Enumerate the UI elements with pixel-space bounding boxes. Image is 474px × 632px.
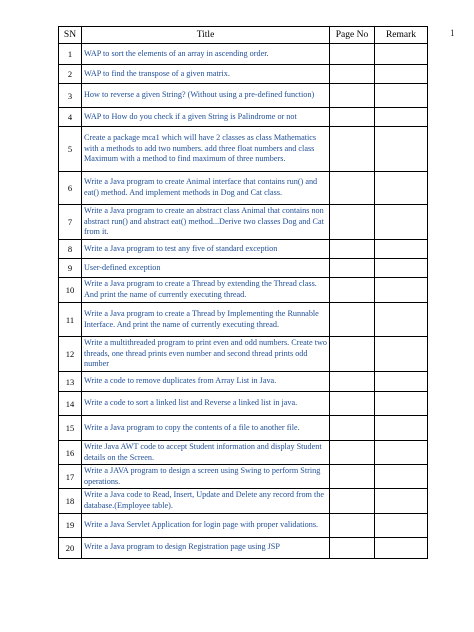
- row-sn: 6: [59, 172, 82, 205]
- row-remark: [375, 416, 428, 441]
- row-remark: [375, 465, 428, 489]
- table-row: [59, 513, 428, 537]
- row-title: Write a Java program to test any five of standard exception: [82, 240, 330, 259]
- row-title: Create a package mca1 which will have 2 classes as class Mathematics with a methods to add two numbers. add three float numbers and class Maximum with a method to find maximum of three numbers.: [82, 127, 330, 172]
- header-title: Title: [82, 27, 330, 44]
- row-title: Write a Java program to copy the contents of a file to another file.: [82, 416, 330, 441]
- row-title: Write a code to remove duplicates from Array List in Java.: [82, 372, 330, 392]
- table-row: [59, 172, 428, 205]
- page-number: 1: [450, 28, 455, 38]
- row-sn: 5: [59, 127, 82, 172]
- row-title: WAP to find the transpose of a given matrix.: [82, 65, 330, 84]
- row-title: Write a JAVA program to design a screen using Swing to perform String operations.: [82, 465, 330, 489]
- row-page-no: [330, 465, 375, 489]
- row-sn: 16: [59, 441, 82, 465]
- row-page-no: [330, 392, 375, 416]
- row-title: Write a Java Servlet Application for login page with proper validations.: [82, 513, 330, 537]
- row-remark: [375, 172, 428, 205]
- table-row: [59, 392, 428, 416]
- row-title: Write Java AWT code to accept Student information and display Student details on the Screen.: [82, 441, 330, 465]
- row-page-no: [330, 205, 375, 240]
- table-row: [59, 65, 428, 84]
- table-row: [59, 84, 428, 108]
- row-sn: 11: [59, 303, 82, 337]
- row-title: Write a Java program to create a Thread by extending the Thread class. And print the name of currently executing thread.: [82, 278, 330, 303]
- table-row: [59, 205, 428, 240]
- row-title: User-defined exception: [82, 259, 330, 278]
- row-sn: 14: [59, 392, 82, 416]
- row-remark: [375, 205, 428, 240]
- row-remark: [375, 303, 428, 337]
- table-row: [59, 372, 428, 392]
- row-sn: 1: [59, 44, 82, 65]
- row-page-no: [330, 337, 375, 372]
- table-row: [59, 337, 428, 372]
- row-title: Write a code to sort a linked list and Reverse a linked list in java.: [82, 392, 330, 416]
- header-row: [59, 27, 428, 44]
- row-page-no: [330, 65, 375, 84]
- table-row: [59, 441, 428, 465]
- row-title: Write a Java code to Read, Insert, Update and Delete any record from the database.(Employee table).: [82, 489, 330, 513]
- row-sn: 15: [59, 416, 82, 441]
- table-row: [59, 303, 428, 337]
- row-page-no: [330, 84, 375, 108]
- row-remark: [375, 489, 428, 513]
- table-row: [59, 278, 428, 303]
- row-remark: [375, 65, 428, 84]
- row-sn: 2: [59, 65, 82, 84]
- row-title: Write a multithreaded program to print even and odd numbers. Create two threads, one thread prints even number and second thread prints odd number: [82, 337, 330, 372]
- table-row: [59, 259, 428, 278]
- row-remark: [375, 337, 428, 372]
- row-remark: [375, 513, 428, 537]
- table-row: [59, 44, 428, 65]
- row-page-no: [330, 513, 375, 537]
- row-sn: 10: [59, 278, 82, 303]
- row-sn: 8: [59, 240, 82, 259]
- row-sn: 4: [59, 108, 82, 127]
- row-sn: 13: [59, 372, 82, 392]
- row-remark: [375, 108, 428, 127]
- row-remark: [375, 372, 428, 392]
- row-page-no: [330, 372, 375, 392]
- row-title: Write a Java program to create Animal interface that contains run() and eat() method. And implement methods in Dog and Cat class.: [82, 172, 330, 205]
- row-page-no: [330, 127, 375, 172]
- row-page-no: [330, 278, 375, 303]
- row-sn: 17: [59, 465, 82, 489]
- row-page-no: [330, 303, 375, 337]
- table-row: [59, 108, 428, 127]
- row-remark: [375, 259, 428, 278]
- row-page-no: [330, 240, 375, 259]
- row-sn: 3: [59, 84, 82, 108]
- row-remark: [375, 278, 428, 303]
- table-row: [59, 240, 428, 259]
- row-remark: [375, 392, 428, 416]
- row-title: WAP to How do you check if a given String is Palindrome or not: [82, 108, 330, 127]
- row-page-no: [330, 44, 375, 65]
- row-title: Write a Java program to create a Thread by Implementing the Runnable Interface. And print the name of currently executing thread.: [82, 303, 330, 337]
- header-remark: Remark: [375, 27, 428, 44]
- row-page-no: [330, 172, 375, 205]
- table-row: [59, 489, 428, 513]
- row-title: WAP to sort the elements of an array in ascending order.: [82, 44, 330, 65]
- row-page-no: [330, 416, 375, 441]
- row-sn: 20: [59, 537, 82, 558]
- row-page-no: [330, 441, 375, 465]
- header-page-no: Page No: [330, 27, 375, 44]
- row-page-no: [330, 108, 375, 127]
- row-sn: 12: [59, 337, 82, 372]
- row-title: Write a Java program to create an abstract class Animal that contains non abstract run() and abstract eat() method...Derive two classes Dog and Cat from it.: [82, 205, 330, 240]
- table-row: [59, 537, 428, 558]
- row-remark: [375, 44, 428, 65]
- row-remark: [375, 240, 428, 259]
- row-remark: [375, 537, 428, 558]
- row-page-no: [330, 259, 375, 278]
- row-remark: [375, 127, 428, 172]
- row-remark: [375, 84, 428, 108]
- practical-list-table: [58, 26, 428, 559]
- row-page-no: [330, 537, 375, 558]
- row-sn: 9: [59, 259, 82, 278]
- row-page-no: [330, 489, 375, 513]
- row-sn: 19: [59, 513, 82, 537]
- row-title: How to reverse a given String? (Without using a pre-defined function): [82, 84, 330, 108]
- row-remark: [375, 441, 428, 465]
- table-row: [59, 127, 428, 172]
- table-row: [59, 465, 428, 489]
- table-row: [59, 416, 428, 441]
- header-sn: SN: [59, 27, 82, 44]
- row-sn: 18: [59, 489, 82, 513]
- row-sn: 7: [59, 205, 82, 240]
- row-title: Write a Java program to design Registration page using JSP: [82, 537, 330, 558]
